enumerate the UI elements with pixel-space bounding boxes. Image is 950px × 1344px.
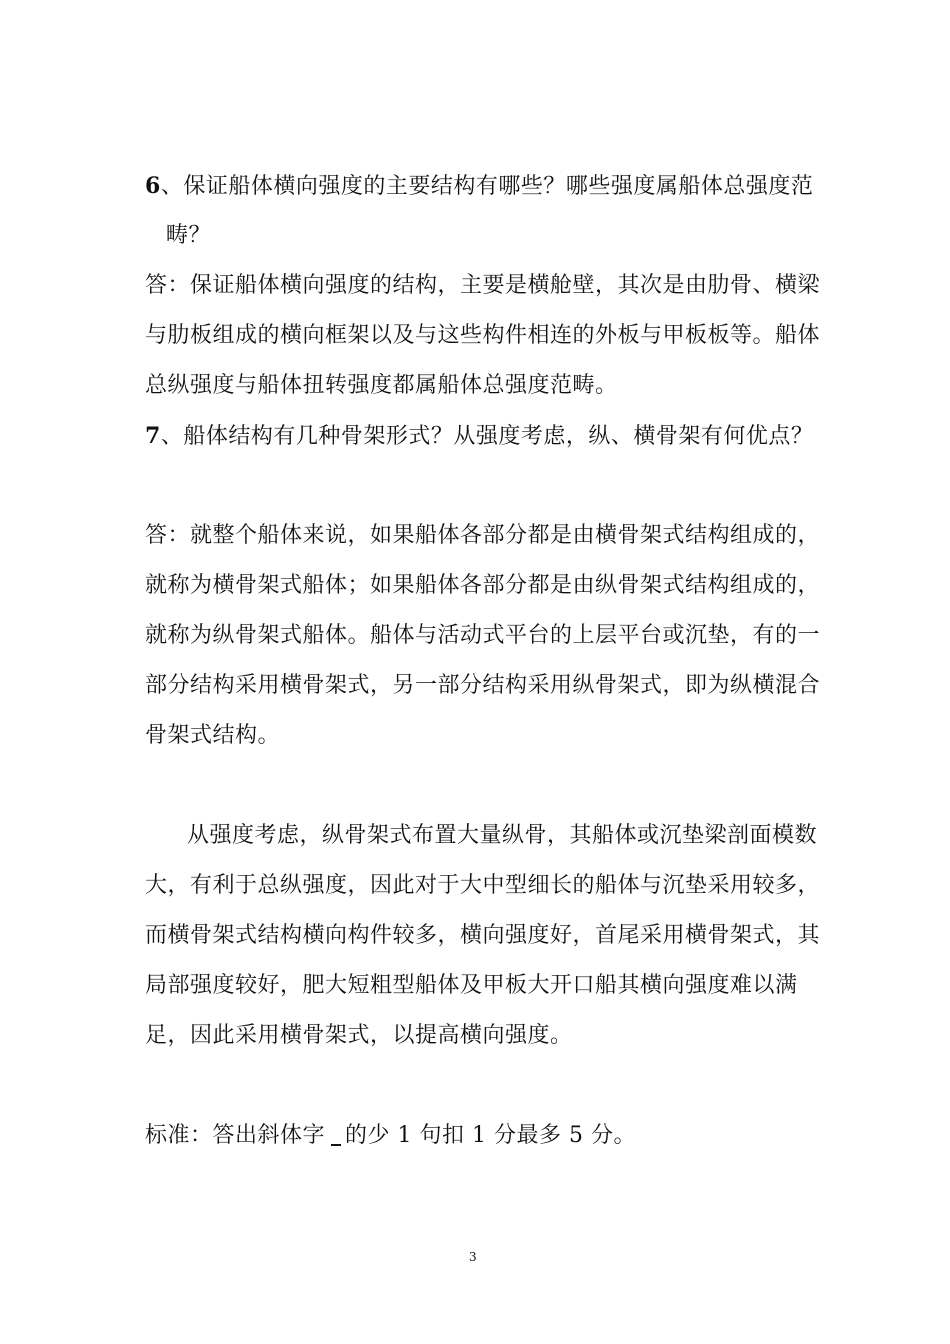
answer-7-line-5: 骨架式结构。 [145, 723, 281, 748]
answer-6-line-2: 与肋板组成的横向框架以及与这些构件相连的外板与甲板板等。船体 [145, 323, 821, 348]
question-6-line-1: 6、保证船体横向强度的主要结构有哪些？哪些强度属船体总强度范 [145, 173, 814, 199]
answer-7-para2-line-5: 足，因此采用横骨架式，以提高横向强度。 [145, 1023, 573, 1048]
page-number: 3 [469, 1250, 477, 1264]
question-6-number: 6 [145, 173, 161, 199]
answer-7-para2-line-2: 大，有利于总纵强度，因此对于大中型细长的船体与沉垫采用较多， [145, 873, 821, 898]
answer-7-line-1: 答：就整个船体来说，如果船体各部分都是由横骨架式结构组成的， [145, 523, 821, 548]
answer-6-line-3: 总纵强度与船体扭转强度都属船体总强度范畴。 [145, 373, 618, 398]
answer-7-para2-line-1: 从强度考虑，纵骨架式布置大量纵骨，其船体或沉垫梁剖面模数 [187, 823, 818, 848]
answer-6-line-1: 答：保证船体横向强度的结构，主要是横舱壁，其次是由肋骨、横梁 [145, 273, 821, 298]
blank-underline [331, 1122, 341, 1146]
question-7-number: 7 [145, 423, 161, 449]
answer-7-line-4: 部分结构采用横骨架式，另一部分结构采用纵骨架式，即为纵横混合 [145, 673, 821, 698]
answer-7-para2-line-4: 局部强度较好，肥大短粗型船体及甲板大开口船其横向强度难以满 [145, 973, 798, 998]
answer-7-line-2: 就称为横骨架式船体；如果船体各部分都是由纵骨架式结构组成的， [145, 573, 821, 598]
question-7-line-1: 7、船体结构有几种骨架形式？从强度考虑，纵、横骨架有何优点？ [145, 423, 814, 449]
grading-standard: 标准：答出斜体字 的少 1 句扣 1 分最多 5 分。 [145, 1123, 636, 1148]
answer-7-para2-line-3: 而横骨架式结构横向构件较多，横向强度好，首尾采用横骨架式，其 [145, 923, 821, 948]
question-6-line-2: 畴？ [166, 223, 212, 248]
answer-7-line-3: 就称为纵骨架式船体。船体与活动式平台的上层平台或沉垫，有的一 [145, 623, 821, 648]
